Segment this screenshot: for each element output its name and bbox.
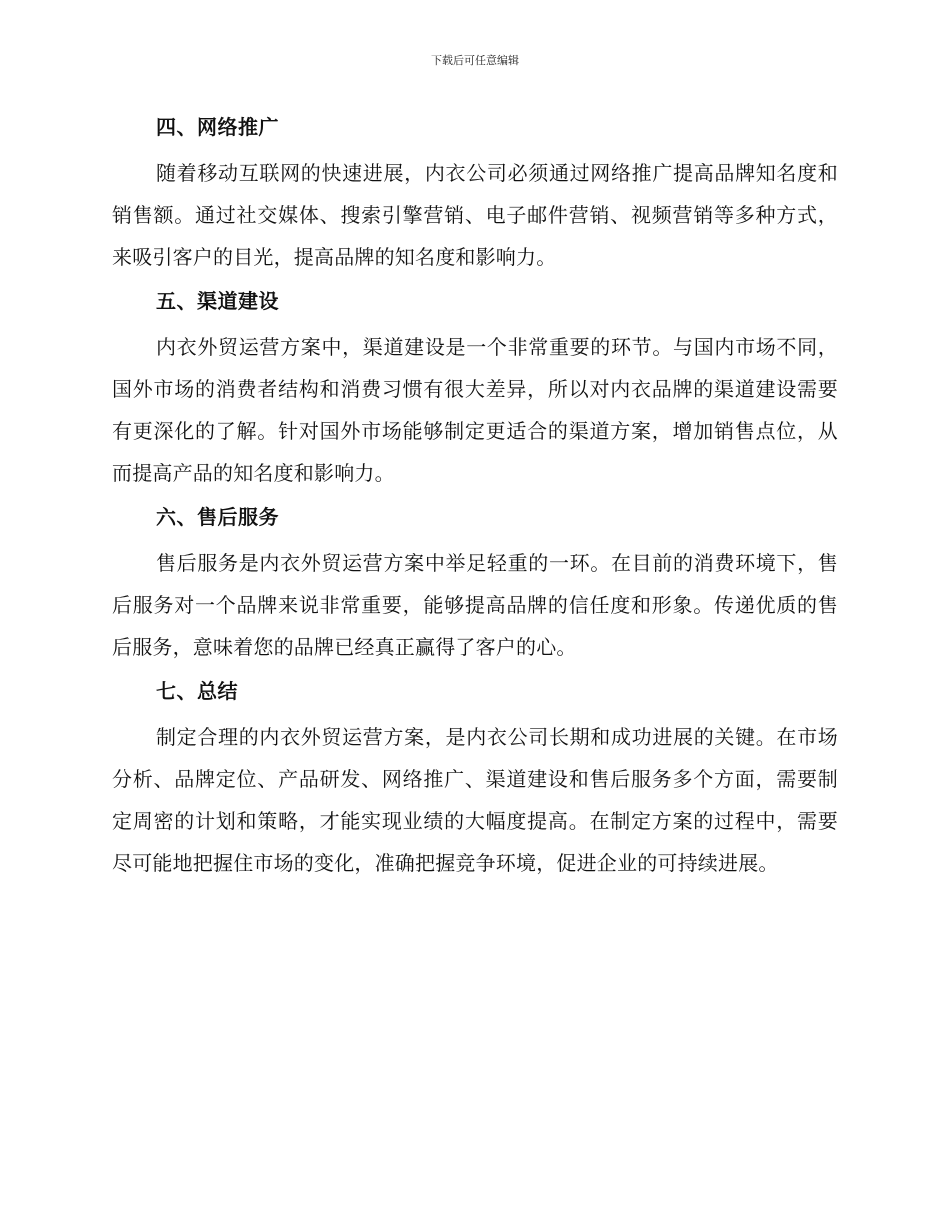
section-paragraph: 随着移动互联网的快速进展，内衣公司必须通过网络推广提高品牌知名度和销售额。通过社交媒体、搜索引擎营销、电子邮件营销、视频营销等多种方式，来吸引客户的目光，提高品牌的知名度和影响力。 [112,161,838,269]
section-paragraph: 制定合理的内衣外贸运营方案，是内衣公司长期和成功进展的关键。在市场分析、品牌定位、产品研发、网络推广、渠道建设和售后服务多个方面，需要制定周密的计划和策略，才能实现业绩的大幅度提高。在制定方案的过程中，需要尽可能地把握住市场的变化，准确把握竞争环境，促进企业的可持续进展。 [112,725,838,875]
section-heading: 四、网络推广 [156,115,279,139]
section-heading: 七、总结 [156,679,238,703]
section-network-promotion [112,112,838,286]
section-heading: 六、售后服务 [156,505,279,529]
document-body [112,112,838,884]
section-paragraph: 内衣外贸运营方案中，渠道建设是一个非常重要的环节。与国内市场不同，国外市场的消费者结构和消费习惯有很大差异，所以对内衣品牌的渠道建设需要有更深化的了解。针对国外市场能够制定更适合的渠道方案，增加销售点位，从而提高产品的知名度和影响力。 [112,335,838,485]
section-paragraph: 售后服务是内衣外贸运营方案中举足轻重的一环。在目前的消费环境下，售后服务对一个品牌来说非常重要，能够提高品牌的信任度和形象。传递优质的售后服务，意味着您的品牌已经真正赢得了客户的心。 [112,551,838,659]
section-after-sales-service [112,502,838,676]
section-channel-building [112,286,838,502]
section-heading: 五、渠道建设 [156,289,279,313]
section-summary [112,676,838,884]
page-header: 下载后可任意编辑 [431,54,519,67]
